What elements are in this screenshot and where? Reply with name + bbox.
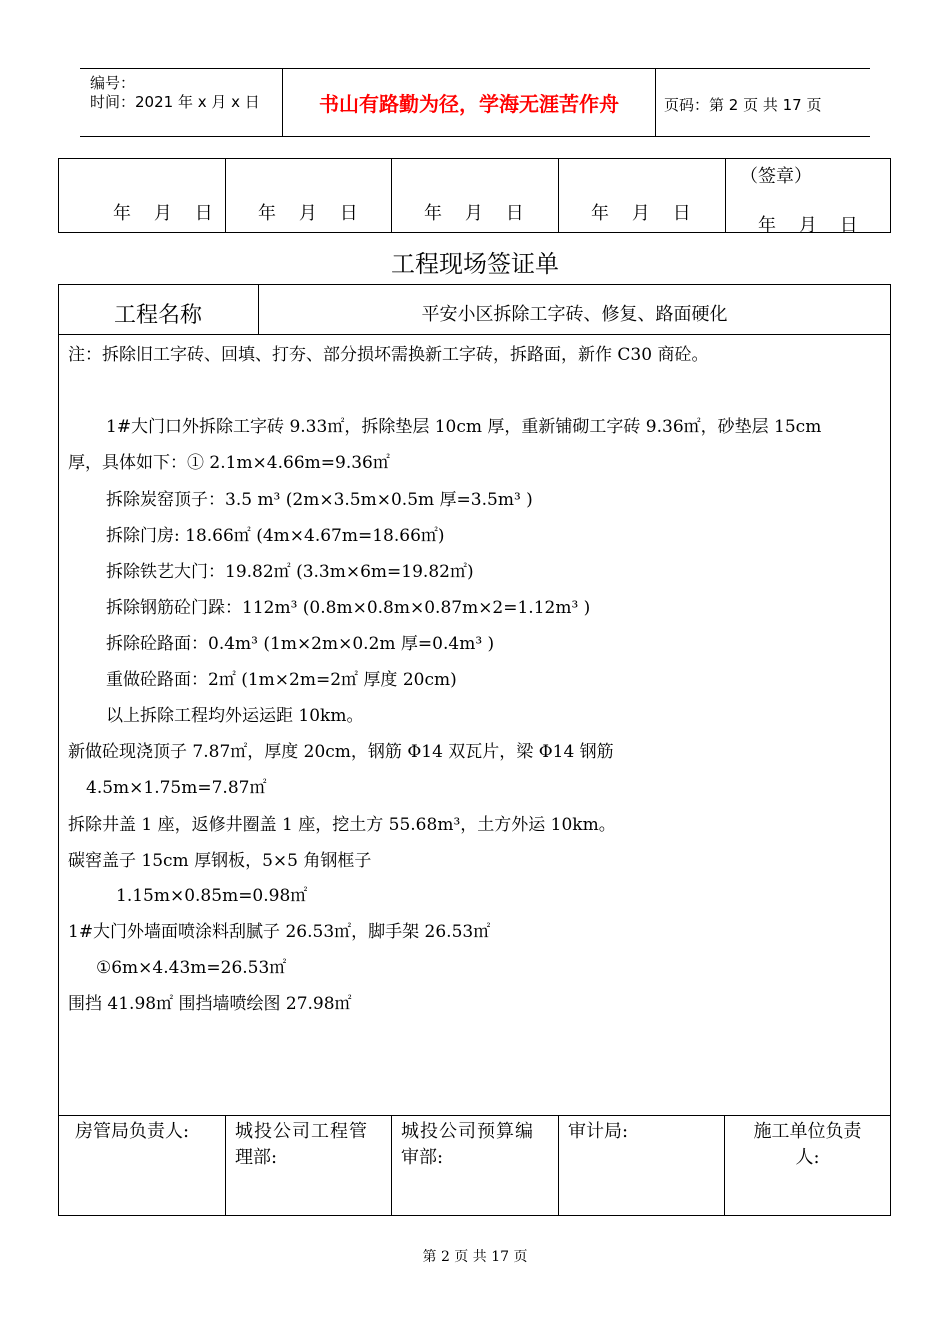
housing-bureau-signer: 房管局负责人: — [75, 1121, 190, 1142]
content-line: 拆除门房: 18.66㎡ (4m×4.67m=18.66㎡) — [106, 526, 445, 546]
time-label: 时间：2021 年 x 月 x 日 — [90, 93, 260, 111]
table-divider — [558, 1115, 559, 1216]
content-line: 厚，具体如下：① 2.1m×4.66m=9.36㎡ — [68, 453, 390, 473]
audit-bureau-signer: 审计局: — [568, 1121, 629, 1142]
table-divider — [391, 159, 392, 232]
header-top-rule — [80, 68, 870, 69]
project-name-label: 工程名称 — [113, 303, 202, 328]
contractor-signer-cont: 人: — [795, 1147, 820, 1168]
content-line: 1.15m×0.85m=0.98㎡ — [116, 886, 308, 906]
table-divider — [558, 159, 559, 232]
engineering-dept-signer: 城投公司工程管 — [235, 1121, 368, 1142]
table-divider — [725, 159, 726, 232]
table-rule — [58, 334, 891, 335]
content-line: 1#大门口外拆除工字砖 9.33㎡，拆除垫层 10cm 厚，重新铺砌工字砖 9.36㎡，砂垫层 15cm — [106, 417, 822, 437]
budget-dept-signer-cont: 审部: — [401, 1147, 444, 1168]
sign-date: 年 月 日 — [591, 203, 691, 224]
header-divider — [655, 68, 656, 136]
table-divider — [225, 159, 226, 232]
content-line: 拆除钢筋砼门跺：112m³ (0.8m×0.8m×0.87m×2=1.12m³ ) — [106, 598, 591, 618]
number-label: 编号： — [90, 74, 136, 92]
page-number: 第 2 页 共 17 页 — [422, 1249, 528, 1265]
content-line: 新做砼现浇顶子 7.87㎡，厚度 20cm，钢筋 Φ14 双瓦片，梁 Φ14 钢筋 — [68, 742, 614, 762]
content-line: 碳窖盖子 15cm 厚钢板，5×5 角钢框子 — [68, 851, 372, 871]
engineering-dept-signer-cont: 理部: — [235, 1147, 278, 1168]
sign-date: 年 月 日 — [758, 215, 858, 236]
content-line: ①6m×4.43m=26.53㎡ — [96, 958, 287, 978]
sign-date: 年 月 日 — [113, 203, 213, 224]
content-line: 拆除铁艺大门：19.82㎡ (3.3m×6m=19.82㎡) — [106, 562, 474, 582]
budget-dept-signer: 城投公司预算编 — [401, 1121, 534, 1142]
content-line: 注：拆除旧工字砖、回填、打夯、部分损坏需换新工字砖，拆路面，新作 C30 商砼。 — [68, 345, 709, 365]
content-line: 4.5m×1.75m=7.87㎡ — [86, 778, 267, 798]
header-motto: 书山有路勤为径，学海无涯苦作舟 — [319, 92, 619, 116]
sign-date: 年 月 日 — [258, 203, 358, 224]
seal-label: （签章） — [740, 166, 812, 187]
content-line: 拆除砼路面：0.4m³ (1m×2m×0.2m 厚=0.4m³ ) — [106, 634, 495, 654]
content-line: 以上拆除工程均外运运距 10km。 — [106, 706, 364, 726]
document-title: 工程现场签证单 — [391, 250, 559, 278]
sign-date: 年 月 日 — [424, 203, 524, 224]
header-bottom-rule — [80, 136, 870, 137]
project-name-value: 平安小区拆除工字砖、修复、路面硬化 — [421, 304, 728, 325]
content-line: 1#大门外墙面喷涂料刮腻子 26.53㎡，脚手架 26.53㎡ — [68, 922, 491, 942]
page-info: 页码：第 2 页 共 17 页 — [664, 96, 822, 114]
content-line: 围挡 41.98㎡ 围挡墙喷绘图 27.98㎡ — [68, 994, 352, 1014]
content-line: 重做砼路面：2㎡ (1m×2m=2㎡ 厚度 20cm) — [106, 670, 457, 690]
table-divider — [391, 1115, 392, 1216]
table-divider — [225, 1115, 226, 1216]
table-rule — [58, 1115, 891, 1116]
content-line: 拆除井盖 1 座，返修井圈盖 1 座，挖土方 55.68m³，土方外运 10km。 — [68, 815, 616, 835]
content-line: 拆除炭窑顶子：3.5 m³ (2m×3.5m×0.5m 厚=3.5m³ ) — [106, 490, 533, 510]
contractor-signer: 施工单位负责 — [753, 1121, 862, 1142]
